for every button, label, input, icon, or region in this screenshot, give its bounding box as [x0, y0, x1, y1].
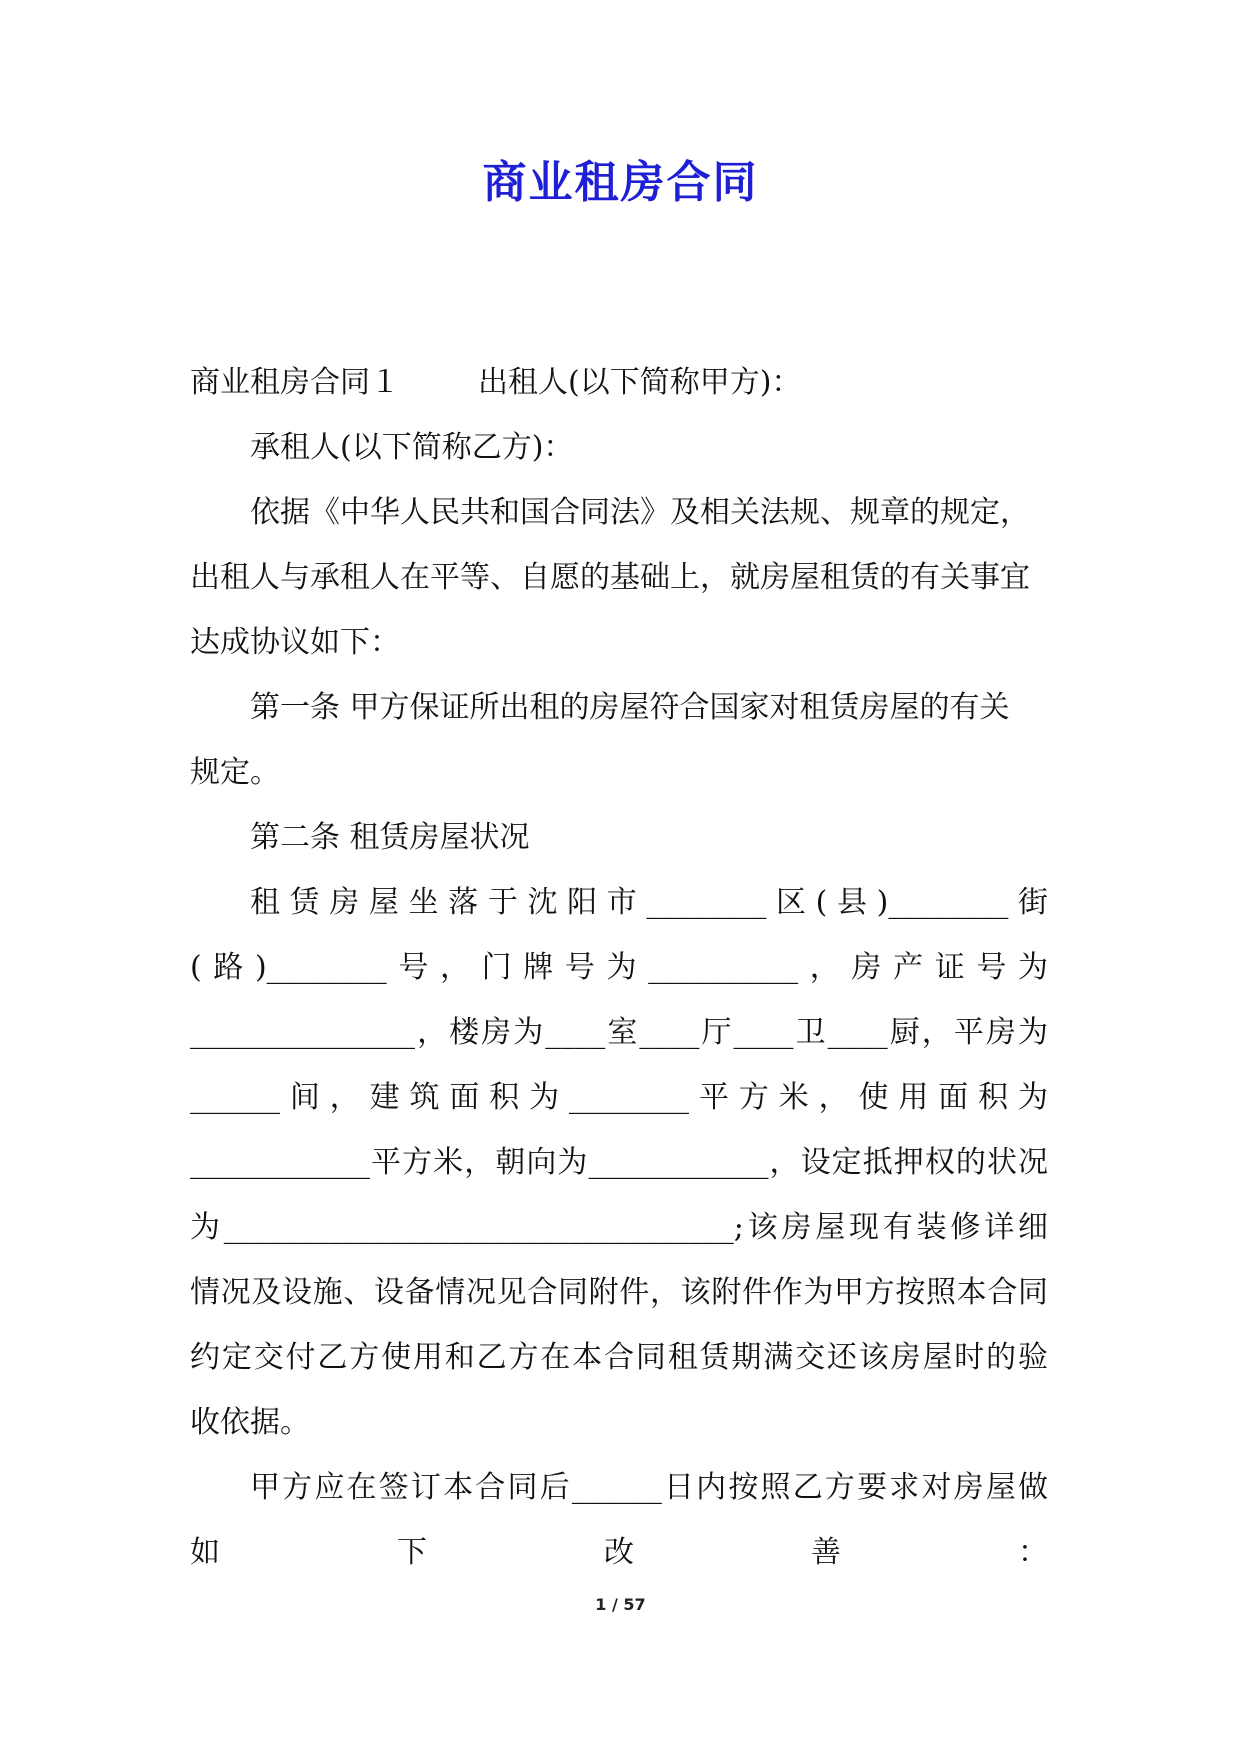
article2-heading: 第二条 租赁房屋状况	[250, 820, 530, 855]
lessee-field: 承租人(以下简称乙方)：	[250, 430, 574, 465]
article2-line: (路)________号，门牌号为__________，房产证号为	[190, 950, 1048, 985]
article2-line: _______________，楼房为____室____厅____卫____厨，平房为	[190, 1015, 1048, 1050]
article2-line: 收依据。	[190, 1405, 310, 1440]
page-number: 1 / 57	[595, 1595, 646, 1614]
article2-line: ____________平方米，朝向为____________，设定抵押权的状况	[190, 1145, 1048, 1180]
preamble-line: 出租人与承租人在平等、自愿的基础上，就房屋租赁的有关事宜	[190, 560, 1030, 595]
document-title: 商业租房合同	[482, 157, 759, 208]
article2-line: 约定交付乙方使用和乙方在本合同租赁期满交还该房屋时的验	[190, 1340, 1048, 1375]
document-body	[190, 350, 1048, 1585]
lessor-field: 出租人(以下简称甲方)：	[478, 365, 802, 400]
article2-line: 租赁房屋坐落于沈阳市________区(县)________街	[250, 885, 1048, 920]
contract-heading: 商业租房合同１	[190, 365, 400, 400]
article1-line: 第一条 甲方保证所出租的房屋符合国家对租赁房屋的有关	[250, 690, 1010, 725]
improvement-line: 如下改善：	[190, 1535, 1048, 1570]
preamble-line: 依据《中华人民共和国合同法》及相关法规、规章的规定，	[250, 495, 1030, 530]
preamble-line: 达成协议如下：	[190, 625, 400, 660]
intro-line	[190, 350, 1048, 415]
article1-line: 规定。	[190, 755, 280, 790]
article2-line: ______间，建筑面积为________平方米，使用面积为	[190, 1080, 1048, 1115]
article2-line: 情况及设施、设备情况见合同附件，该附件作为甲方按照本合同	[190, 1275, 1048, 1310]
article2-line: 为__________________________________;该房屋现有装修详细	[190, 1210, 1048, 1245]
improvement-line: 甲方应在签订本合同后______日内按照乙方要求对房屋做	[250, 1470, 1048, 1505]
